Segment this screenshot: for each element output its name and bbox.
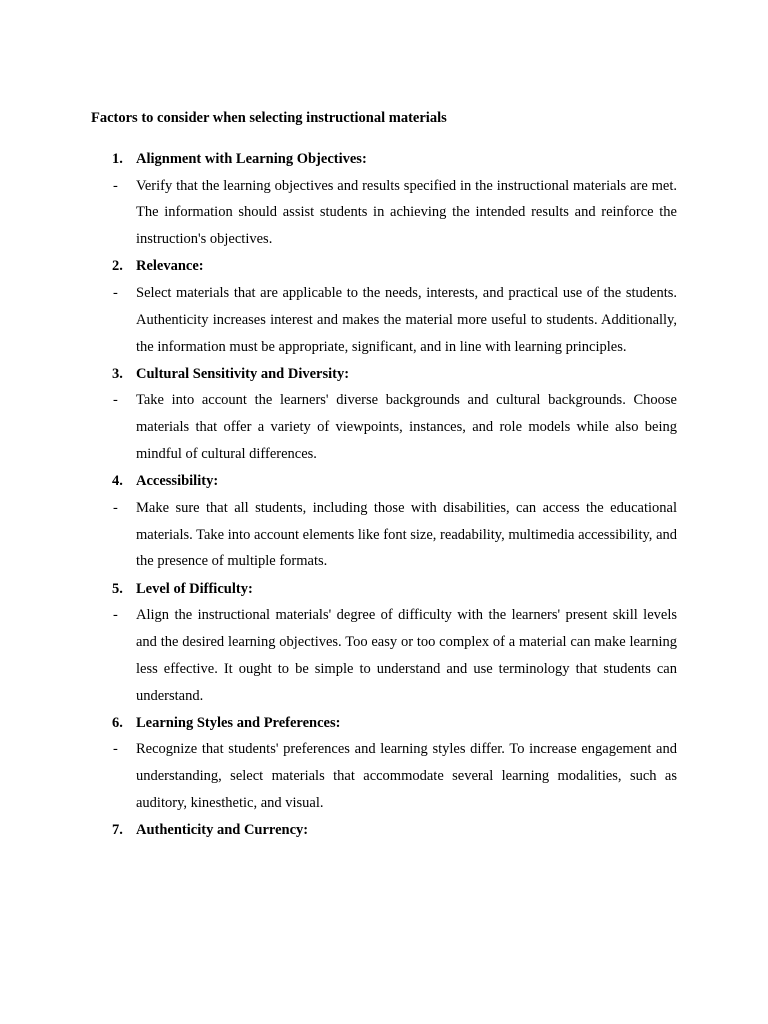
factor-title: Relevance:: [136, 258, 204, 275]
bullet-dash: -: [113, 741, 118, 758]
bullet-dash: -: [113, 392, 118, 409]
bullet-dash: -: [113, 499, 118, 516]
factor-description: [0, 387, 768, 467]
factor-heading: [0, 820, 768, 847]
factor-title: Accessibility:: [136, 473, 219, 490]
factor-description: [0, 602, 768, 709]
factor-number: 1.: [112, 151, 123, 167]
factor-title: Cultural Sensitivity and Diversity:: [136, 365, 350, 382]
factor-number: 4.: [112, 473, 123, 490]
factor-description-text: Recognize that students' preferences and learning styles differ. To increase engagement and understanding, select materials that accommodate several learning modalities, such as auditory, kinesthetic, and visual.: [136, 741, 677, 811]
factor-description-text: Take into account the learners' diverse backgrounds and cultural backgrounds. Choose materials that offer a variety of viewpoints, instances, and role models while also being mindful of cultural differences.: [136, 392, 677, 462]
factor-title: Authenticity and Currency:: [136, 822, 309, 839]
bullet-dash: -: [113, 177, 118, 194]
factor-title: Alignment with Learning Objectives:: [136, 151, 367, 167]
bullet-dash: -: [113, 285, 118, 301]
factor-title: Level of Difficulty:: [136, 580, 253, 597]
factor-number: 5.: [112, 580, 123, 597]
factor-description: [0, 495, 768, 575]
factor-description-text: Make sure that all students, including those with disabilities, can access the educational materials. Take into account elements like font size, readability, multimedia accessibility, and the presence of multiple formats.: [136, 499, 677, 570]
factor-description: [0, 280, 768, 360]
factor-description: [0, 736, 768, 816]
factor-list: [0, 149, 768, 847]
document-title: Factors to consider when selecting instructional materials: [91, 110, 447, 126]
factor-description-text: Verify that the learning objectives and results specified in the instructional materials are met. The information should assist students in achieving the intended results and reinforce the instruction's objectives.: [136, 177, 677, 248]
factor-description-text: Align the instructional materials' degree of difficulty with the learners' present skill levels and the desired learning objectives. Too easy or too complex of a material can make learning less effective. It ought to be simple to understand and use terminology that students can understand.: [136, 607, 677, 704]
factor-number: 6.: [112, 714, 123, 731]
factor-number: 2.: [112, 258, 123, 275]
factor-number: 7.: [112, 822, 123, 839]
factor-description: [0, 173, 768, 253]
factor-description-text: Select materials that are applicable to the needs, interests, and practical use of the students. Authenticity increases interest and makes the material more useful to students. Additionally, the information must be appropriate, significant, and in line with learning principles.: [136, 285, 677, 355]
bullet-dash: -: [113, 607, 118, 624]
factor-number: 3.: [112, 365, 123, 382]
factor-title: Learning Styles and Preferences:: [136, 714, 341, 731]
